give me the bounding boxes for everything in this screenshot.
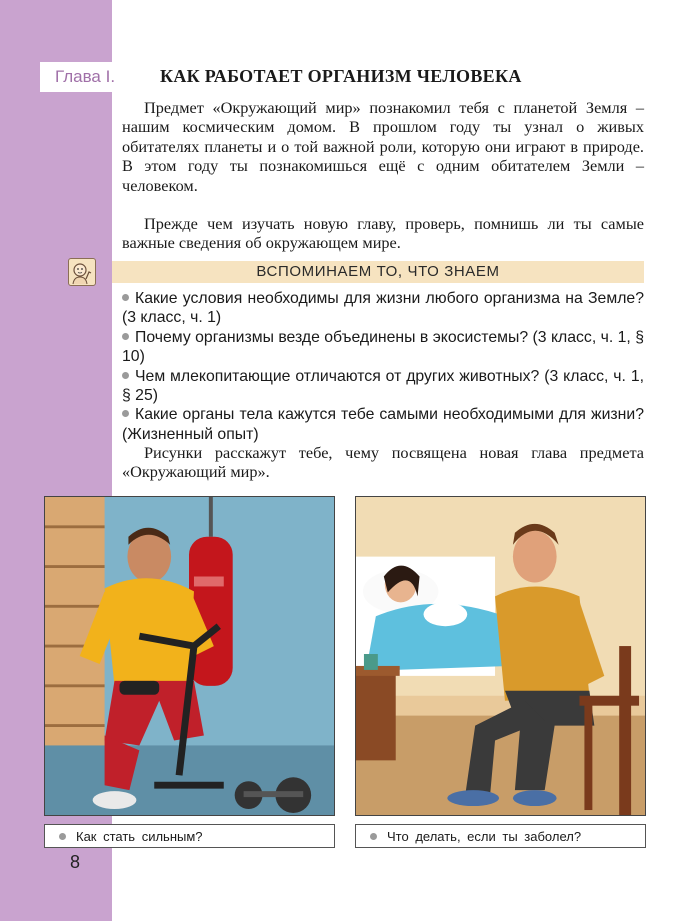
chapter-title: КАК РАБОТАЕТ ОРГАНИЗМ ЧЕЛОВЕКА bbox=[160, 66, 522, 86]
exercise-illustration bbox=[44, 496, 335, 816]
bullet-icon bbox=[122, 333, 129, 340]
thinking-person-icon bbox=[68, 258, 96, 286]
bullet-icon bbox=[59, 833, 66, 840]
outro-paragraph: Рисунки расскажут тебе, чему посвящена новая глава предмета «Окружающий мир». bbox=[122, 443, 644, 482]
intro-paragraph-1: Предмет «Окружающий мир» познакомил тебя с планетой Земля – нашим космическим домом. В прошлом году ты узнал о живых обитателях планеты и о той важной роли, которую они играют в природе. В этом году ты познакомишься ещё с одним обитателем Земли – человеком. bbox=[122, 98, 644, 195]
list-item: Какие органы тела кажутся тебе самыми необходимыми для жизни? (Жизненный опыт) bbox=[122, 406, 644, 443]
list-item: Чем млекопитающие отличаются от других животных? (3 класс, ч. 1, § 25) bbox=[122, 367, 644, 405]
list-item: Какие условия необходимы для жизни любого организма на Земле? (3 класс, ч. 1) bbox=[122, 290, 644, 327]
bullet-icon bbox=[122, 372, 129, 379]
bullet-icon bbox=[370, 833, 377, 840]
sick-visit-illustration bbox=[355, 496, 646, 816]
list-item: Почему организмы везде объединены в экосистемы? (3 класс, ч. 1, § 10) bbox=[122, 328, 644, 366]
bullet-icon bbox=[122, 410, 129, 417]
intro-paragraph-2: Прежде чем изучать новую главу, проверь, помнишь ли ты самые важные сведения об окружающем мире. bbox=[122, 214, 644, 253]
question-list bbox=[122, 289, 644, 444]
chapter-tag: Глава I. bbox=[40, 62, 130, 92]
caption-left: Как стать сильным? bbox=[44, 824, 335, 848]
recall-title: ВСПОМИНАЕМ ТО, ЧТО ЗНАЕМ bbox=[256, 263, 500, 280]
caption-right: Что делать, если ты заболел? bbox=[355, 824, 646, 848]
bullet-icon bbox=[122, 294, 129, 301]
page-number: 8 bbox=[70, 852, 81, 872]
